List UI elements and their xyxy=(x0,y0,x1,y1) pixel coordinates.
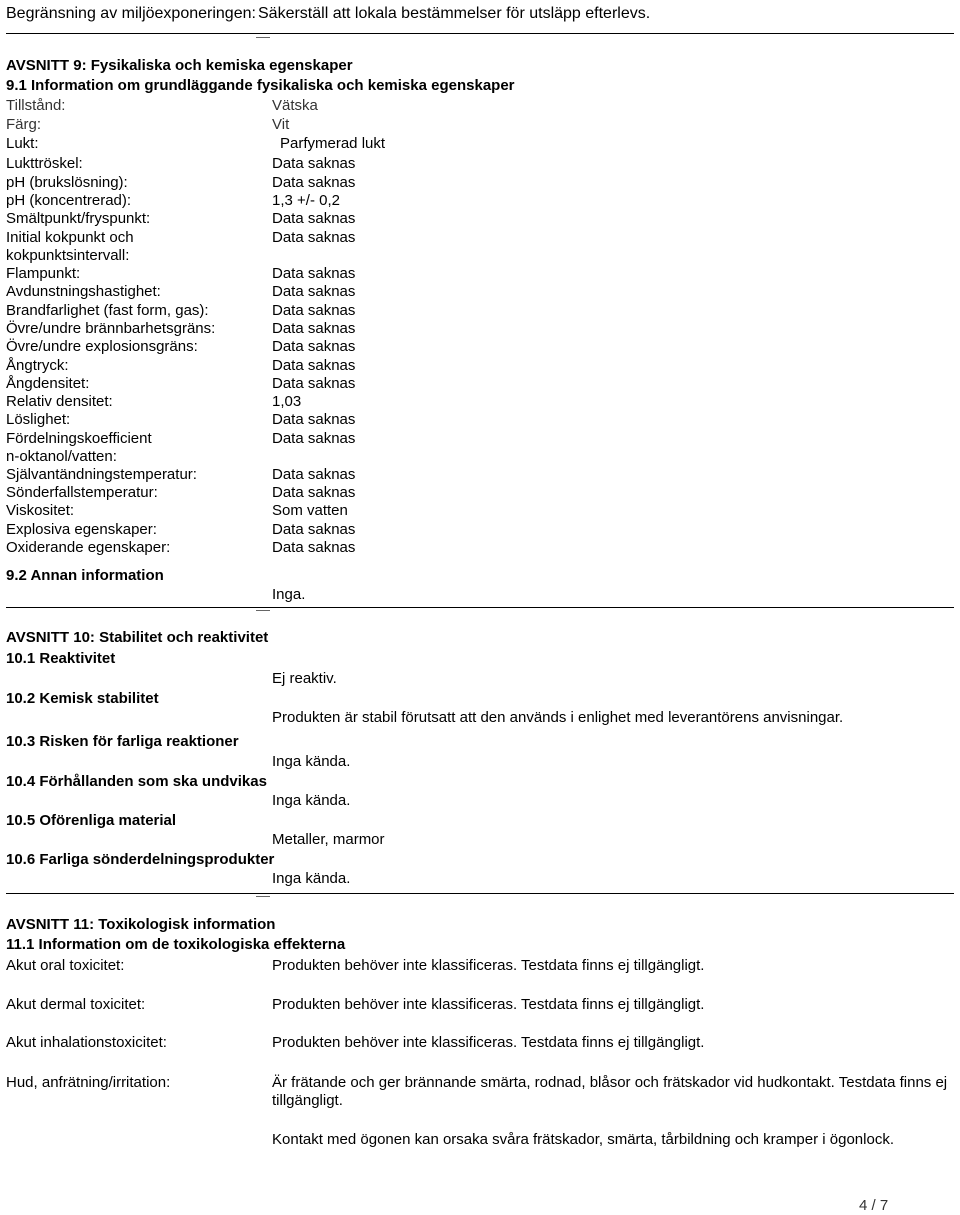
property-value: Data saknas xyxy=(272,155,356,172)
property-label: Relativ densitet: xyxy=(6,393,113,410)
property-label: Brandfarlighet (fast form, gas): xyxy=(6,302,209,319)
property-value: Vit xyxy=(272,116,290,133)
toxicity-value: Produkten behöver inte klassificeras. Testdata finns ej tillgängligt. xyxy=(272,996,705,1013)
toxicity-label: Akut oral toxicitet: xyxy=(6,957,125,974)
section-10-4-heading: 10.4 Förhållanden som ska undvikas xyxy=(6,773,267,790)
toxicity-label: Akut inhalationstoxicitet: xyxy=(6,1034,167,1051)
property-label: pH (brukslösning): xyxy=(6,174,128,191)
section-10-2-heading: 10.2 Kemisk stabilitet xyxy=(6,690,159,707)
divider-tick xyxy=(256,896,270,897)
property-label: Oxiderande egenskaper: xyxy=(6,539,171,556)
property-value: Data saknas xyxy=(272,174,356,191)
section-10-1-heading: 10.1 Reaktivitet xyxy=(6,650,116,667)
property-label: Färg: xyxy=(6,116,42,133)
property-label: Tillstånd: xyxy=(6,97,66,114)
section-9-2-heading: 9.2 Annan information xyxy=(6,567,164,584)
property-value: 1,3 +/- 0,2 xyxy=(272,192,340,209)
property-value: Data saknas xyxy=(272,466,356,483)
property-label: Självantändningstemperatur: xyxy=(6,466,197,483)
property-label: Övre/undre explosionsgräns: xyxy=(6,338,198,355)
property-value: Data saknas xyxy=(272,375,356,392)
toxicity-value: Produkten behöver inte klassificeras. Testdata finns ej tillgängligt. xyxy=(272,957,705,974)
property-value: Data saknas xyxy=(272,411,356,428)
property-label: Löslighet: xyxy=(6,411,71,428)
property-value: Data saknas xyxy=(272,320,356,337)
section-11-1-subtitle: 11.1 Information om de toxikologiska effekterna xyxy=(6,936,346,953)
divider xyxy=(6,893,954,894)
section-9-1-subtitle: 9.1 Information om grundläggande fysikaliska och kemiska egenskaper xyxy=(6,77,515,94)
property-label: Flampunkt: xyxy=(6,265,81,282)
property-value: Vätska xyxy=(272,97,318,114)
section-11-title: AVSNITT 11: Toxikologisk information xyxy=(6,916,276,933)
property-label: Fördelningskoefficient xyxy=(6,430,152,447)
property-value: Data saknas xyxy=(272,265,356,282)
section-9-title: AVSNITT 9: Fysikaliska och kemiska egenskaper xyxy=(6,57,353,74)
section-10-4-value: Inga kända. xyxy=(272,792,351,809)
property-label: Övre/undre brännbarhetsgräns: xyxy=(6,320,216,337)
toxicity-value: Produkten behöver inte klassificeras. Testdata finns ej tillgängligt. xyxy=(272,1034,705,1051)
header-label: Begränsning av miljöexponeringen: xyxy=(6,5,256,22)
section-10-6-value: Inga kända. xyxy=(272,870,351,887)
section-10-3-value: Inga kända. xyxy=(272,753,351,770)
section-10-3-heading: 10.3 Risken för farliga reaktioner xyxy=(6,733,239,750)
eye-contact-text: Kontakt med ögonen kan orsaka svåra frätskador, smärta, tårbildning och kramper i ögonlock. xyxy=(272,1131,894,1148)
property-label: Ångdensitet: xyxy=(6,375,90,392)
property-label: Initial kokpunkt och xyxy=(6,229,134,246)
property-value: Data saknas xyxy=(272,521,356,538)
divider xyxy=(6,607,954,608)
property-value: 1,03 xyxy=(272,393,302,410)
property-value: Data saknas xyxy=(272,210,356,227)
toxicity-value: Är frätande och ger brännande smärta, rodnad, blåsor och frätskador vid hudkontakt. Testdata finns ej tillgängligt. xyxy=(272,1074,948,1109)
page-number: 4 / 7 xyxy=(859,1197,889,1214)
section-10-2-value: Produkten är stabil förutsatt att den används i enlighet med leverantörens anvisningar. xyxy=(272,709,844,726)
property-label: Sönderfallstemperatur: xyxy=(6,484,158,501)
property-label: Ångtryck: xyxy=(6,357,69,374)
divider xyxy=(6,33,954,34)
property-value: Data saknas xyxy=(272,539,356,556)
property-label: pH (koncentrerad): xyxy=(6,192,132,209)
property-value: Data saknas xyxy=(272,338,356,355)
divider-tick xyxy=(256,610,270,611)
toxicity-label: Hud, anfrätning/irritation: xyxy=(6,1074,171,1091)
section-10-5-heading: 10.5 Oförenliga material xyxy=(6,812,177,829)
property-label: kokpunktsintervall: xyxy=(6,247,130,264)
section-10-1-value: Ej reaktiv. xyxy=(272,670,337,687)
toxicity-label: Akut dermal toxicitet: xyxy=(6,996,146,1013)
property-value: Data saknas xyxy=(272,302,356,319)
property-value: Data saknas xyxy=(272,484,356,501)
property-label: Lukt: xyxy=(6,135,39,152)
property-value: Som vatten xyxy=(272,502,348,519)
section-10-5-value: Metaller, marmor xyxy=(272,831,385,848)
property-value: Data saknas xyxy=(272,229,356,246)
property-label: Smältpunkt/fryspunkt: xyxy=(6,210,151,227)
section-10-title: AVSNITT 10: Stabilitet och reaktivitet xyxy=(6,629,269,646)
property-label: Lukttröskel: xyxy=(6,155,83,172)
section-9-2-value: Inga. xyxy=(272,586,306,603)
property-label: Explosiva egenskaper: xyxy=(6,521,157,538)
property-value: Data saknas xyxy=(272,430,356,447)
header-value: Säkerställ att lokala bestämmelser för utsläpp efterlevs. xyxy=(258,5,651,22)
section-10-6-heading: 10.6 Farliga sönderdelningsprodukter xyxy=(6,851,275,868)
property-label: n-oktanol/vatten: xyxy=(6,448,117,465)
property-label: Avdunstningshastighet: xyxy=(6,283,161,300)
divider-tick xyxy=(256,37,270,38)
property-value: Data saknas xyxy=(272,283,356,300)
property-value: Data saknas xyxy=(272,357,356,374)
property-value: Parfymerad lukt xyxy=(280,135,386,152)
property-label: Viskositet: xyxy=(6,502,75,519)
